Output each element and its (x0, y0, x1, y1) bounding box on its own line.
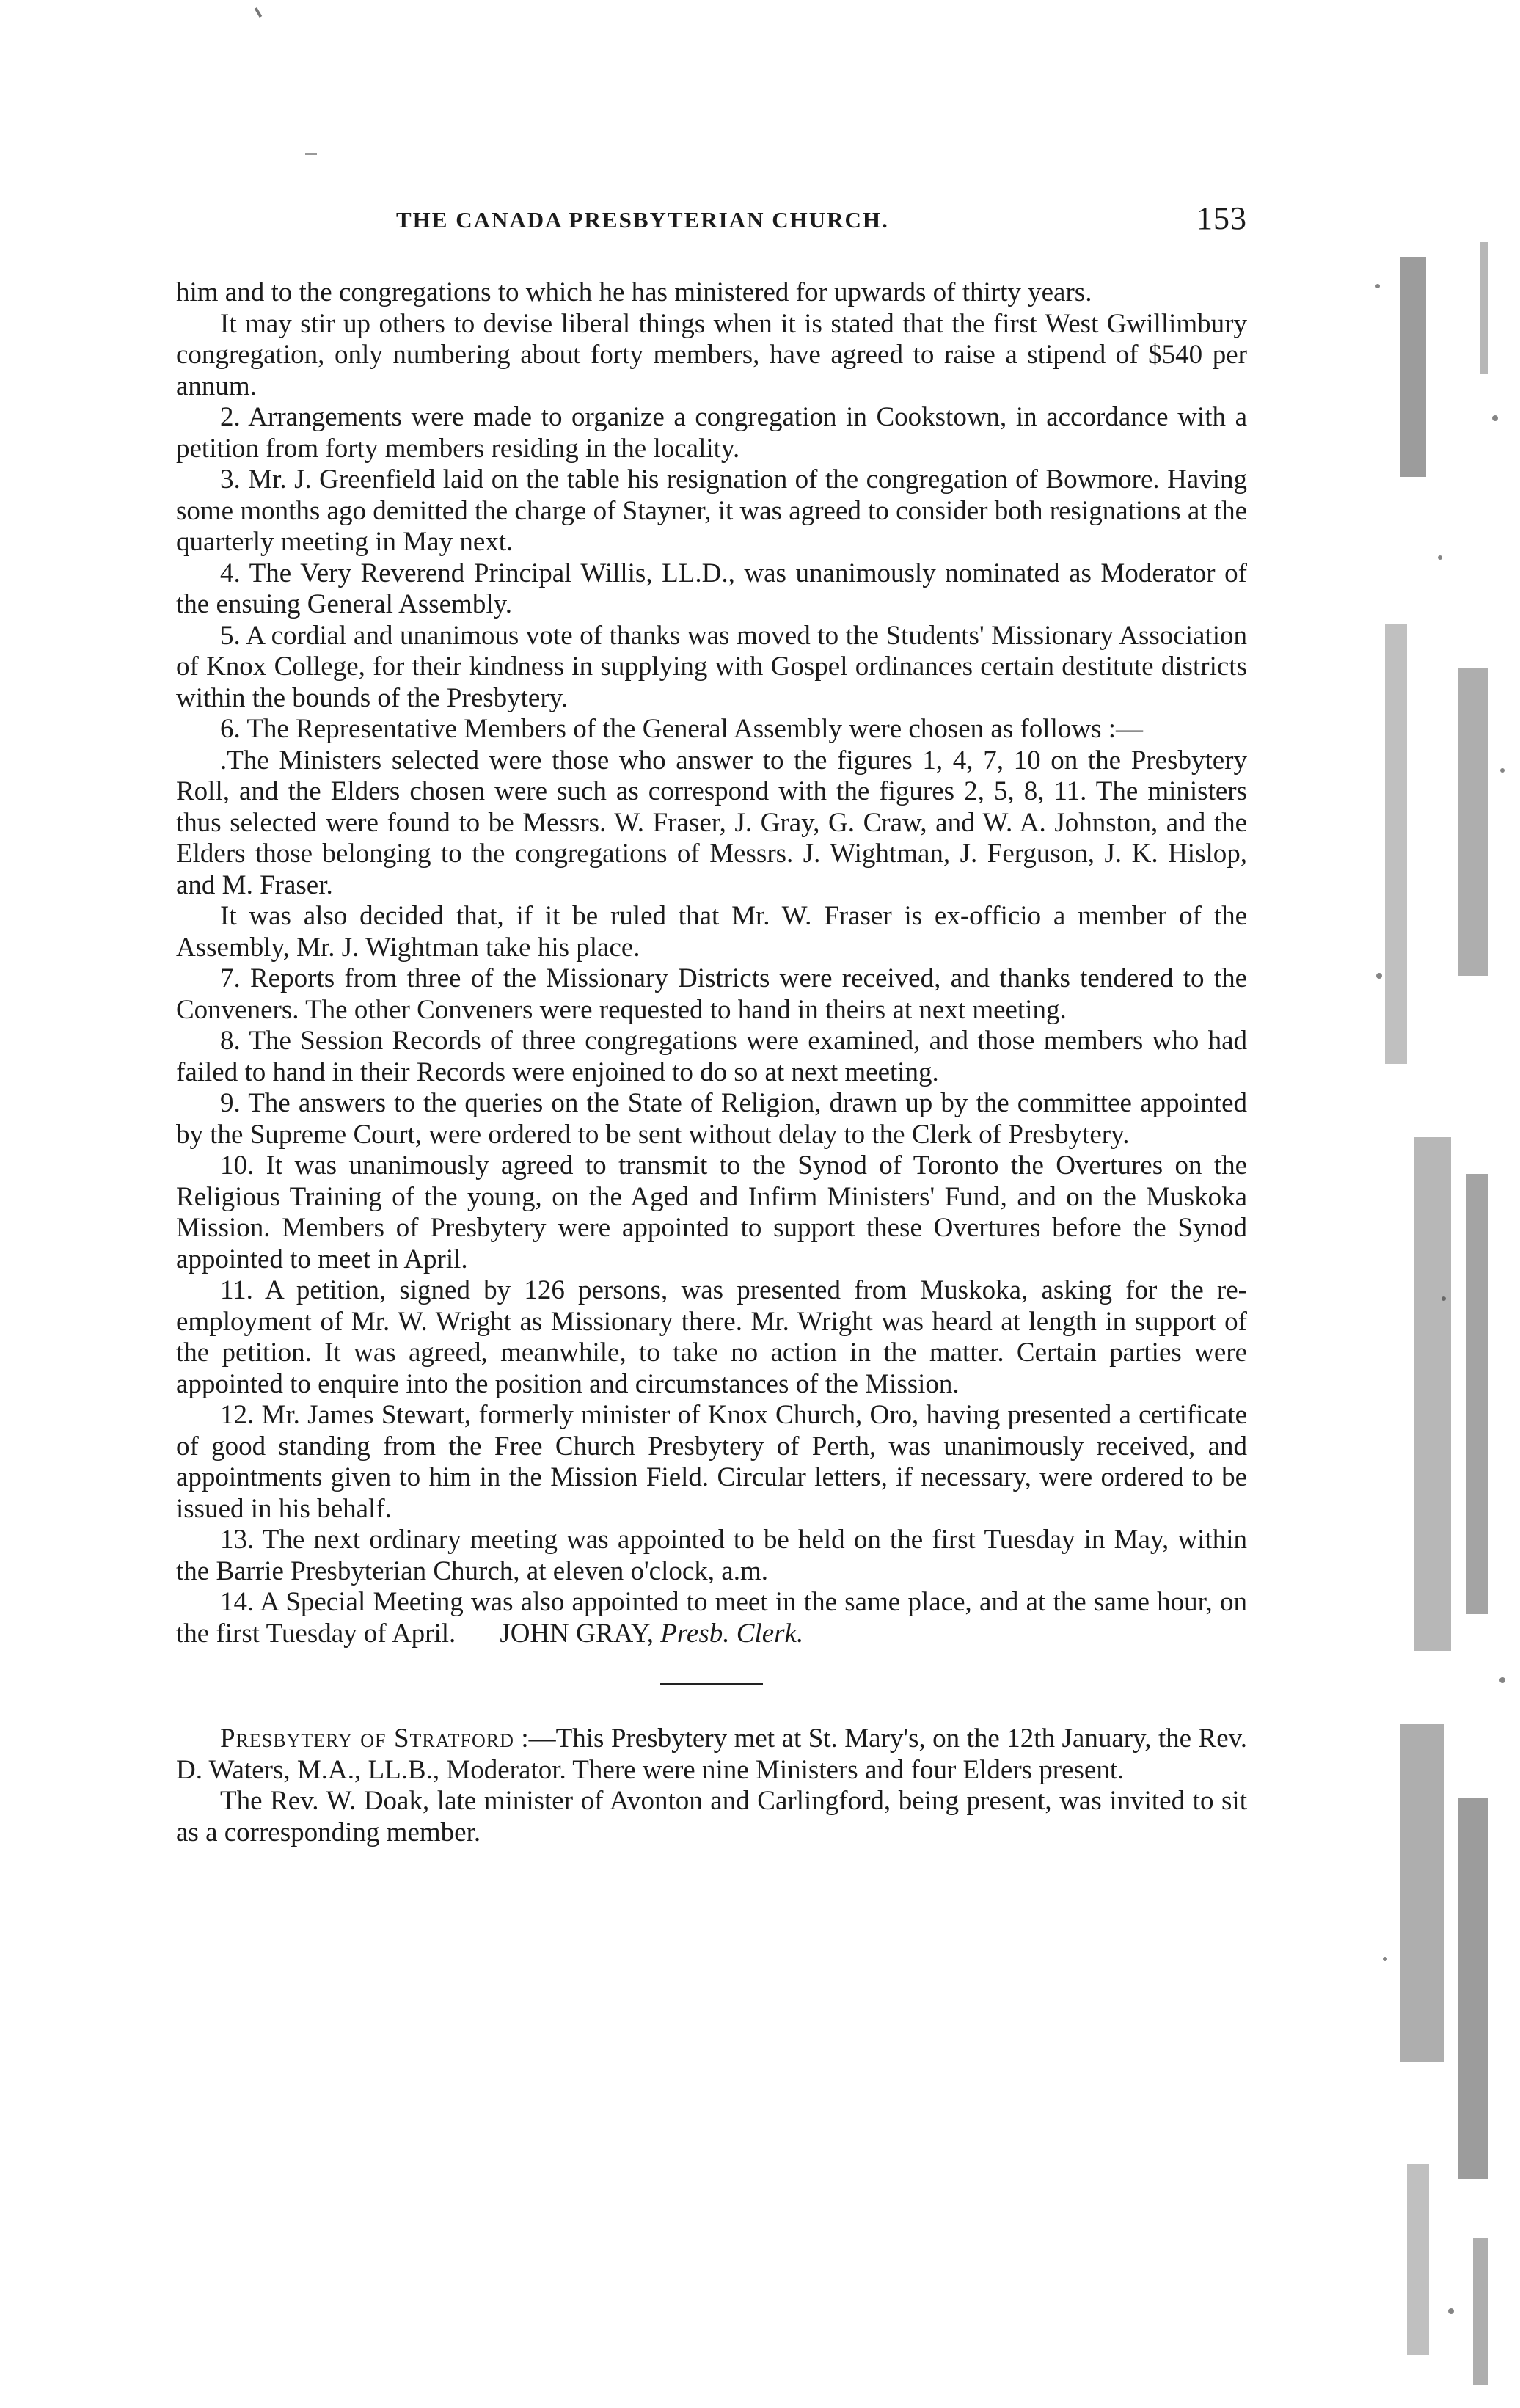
paragraph-item-6: 6. The Representative Members of the General Assembly were chosen as follows :— (220, 714, 1143, 744)
paragraph-item-14 (176, 1587, 1247, 1649)
item-14-text: 14. A Special Meeting was also appointed to meet in the same place, and at the same hour, on the first Tuesday of April. (176, 1587, 1247, 1649)
paragraph-doak: The Rev. W. Doak, late minister of Avonton and Carlingford, being present, was invited to sit as a corresponding member. (176, 1786, 1247, 1847)
scan-edge-noise (1370, 110, 1520, 2408)
paragraph-stipend: It may stir up others to devise liberal things when it is stated that the first West Gwillimbury congregation, only numbering about forty members, have agreed to raise a stipend of $540 per annum. (176, 308, 1247, 401)
paragraph-item-5: 5. A cordial and unanimous vote of thanks was moved to the Students' Missionary Association of Knox College, for their kindness in supplying with Gospel ordinances certain destitute districts within the bounds of the Presbytery. (176, 620, 1247, 713)
paragraph-item-12: 12. Mr. James Stewart, formerly minister of Knox Church, Oro, having presented a certificate of good standing from the Free Church Presbytery of Perth, was unanimously received, and appointments given to him in the Mission Field. Circular letters, if necessary, were ordered to be issued in his behalf. (176, 1400, 1247, 1524)
signature (500, 1619, 803, 1649)
stratford-heading: Presbytery of Stratford (220, 1723, 514, 1754)
paragraph-stratford (176, 1723, 1247, 1786)
paragraph-item-13: 13. The next ordinary meeting was appointed to be held on the first Tuesday in May, within the Barrie Presbyterian Church, at eleven o'clock, a.m. (176, 1525, 1247, 1586)
paragraph-item-10: 10. It was unanimously agreed to transmit to the Synod of Toronto the Overtures on the Religious Training of the young, on the Aged and Infirm Ministers' Fund, and on the Muskoka Mission. Members of Presbytery were appointed to support these Overtures before the Synod appointed to meet in April. (176, 1150, 1247, 1274)
page-number: 153 (1196, 200, 1247, 236)
body-text (176, 277, 1247, 1848)
bleed-through-speckle (1385, 242, 1488, 2385)
paragraph-item-4: 4. The Very Reverend Principal Willis, LL.D., was unanimously nominated as Moderator of the ensuing General Assembly. (176, 558, 1247, 619)
margin-dots (1375, 284, 1505, 2314)
paragraph-ex-officio: It was also decided that, if it be ruled that Mr. W. Fraser is ex-officio a member of the Assembly, Mr. J. Wightman take his place. (176, 901, 1247, 963)
scan-tick-mark (255, 7, 262, 18)
scan-dash-mark (305, 153, 317, 155)
paragraph-item-3: 3. Mr. J. Greenfield laid on the table his resignation of the congregation of Bowmore. Having some months ago demitted the charge of Stayner, it was agreed to consider both resignations at the quarterly meeting in May next. (176, 464, 1247, 557)
paragraph-continued: him and to the congregations to which he has ministered for upwards of thirty years. (176, 277, 1092, 307)
paragraph-ministers-selected: .The Ministers selected were those who answer to the figures 1, 4, 7, 10 on the Presbytery Roll, and the Elders chosen were such as correspond with the figures 2, 5, 8, 11. The ministers thus selected were found to be Messrs. W. Fraser, J. Gray, G. Craw, and W. A. Johnston, and the Elders those belonging to the congregations of Messrs. J. Wightman, J. Ferguson, J. K. Hislop, and M. Fraser. (176, 745, 1247, 900)
signature-title: Presb. Clerk. (660, 1618, 804, 1649)
paragraph-item-11: 11. A petition, signed by 126 persons, was presented from Muskoka, asking for the re-employment of Mr. W. Wright as Missionary there. Mr. Wright was heard at length in support of the petition. It was agreed, meanwhile, to take no action in the matter. Certain parties were appointed to enquire into the position and circumstances of the Mission. (176, 1275, 1247, 1399)
page-header (381, 200, 1247, 244)
paragraph-item-7: 7. Reports from three of the Missionary Districts were received, and thanks tendered to the Conveners. The other Conveners were requested to hand in theirs at next meeting. (176, 963, 1247, 1025)
paragraph-item-9: 9. The answers to the queries on the State of Religion, drawn up by the committee appointed by the Supreme Court, were ordered to be sent without delay to the Clerk of Presbytery. (176, 1088, 1247, 1150)
paragraph-item-8: 8. The Session Records of three congregations were examined, and those members who had failed to hand in their Records were enjoined to do so at next meeting. (176, 1026, 1247, 1087)
section-divider (660, 1683, 763, 1685)
stratford-text: :—This Presbytery met at St. Mary's, on the 12th January, the Rev. D. Waters, M.A., LL.B., Moderator. There were nine Ministers and four Elders present. (176, 1723, 1248, 1785)
signature-name: JOHN GRAY, (500, 1618, 654, 1649)
paragraph-item-2: 2. Arrangements were made to organize a congregation in Cookstown, in accordance with a petition from forty members residing in the locality. (176, 402, 1247, 464)
running-title: THE CANADA PRESBYTERIAN CHURCH. (396, 207, 889, 233)
